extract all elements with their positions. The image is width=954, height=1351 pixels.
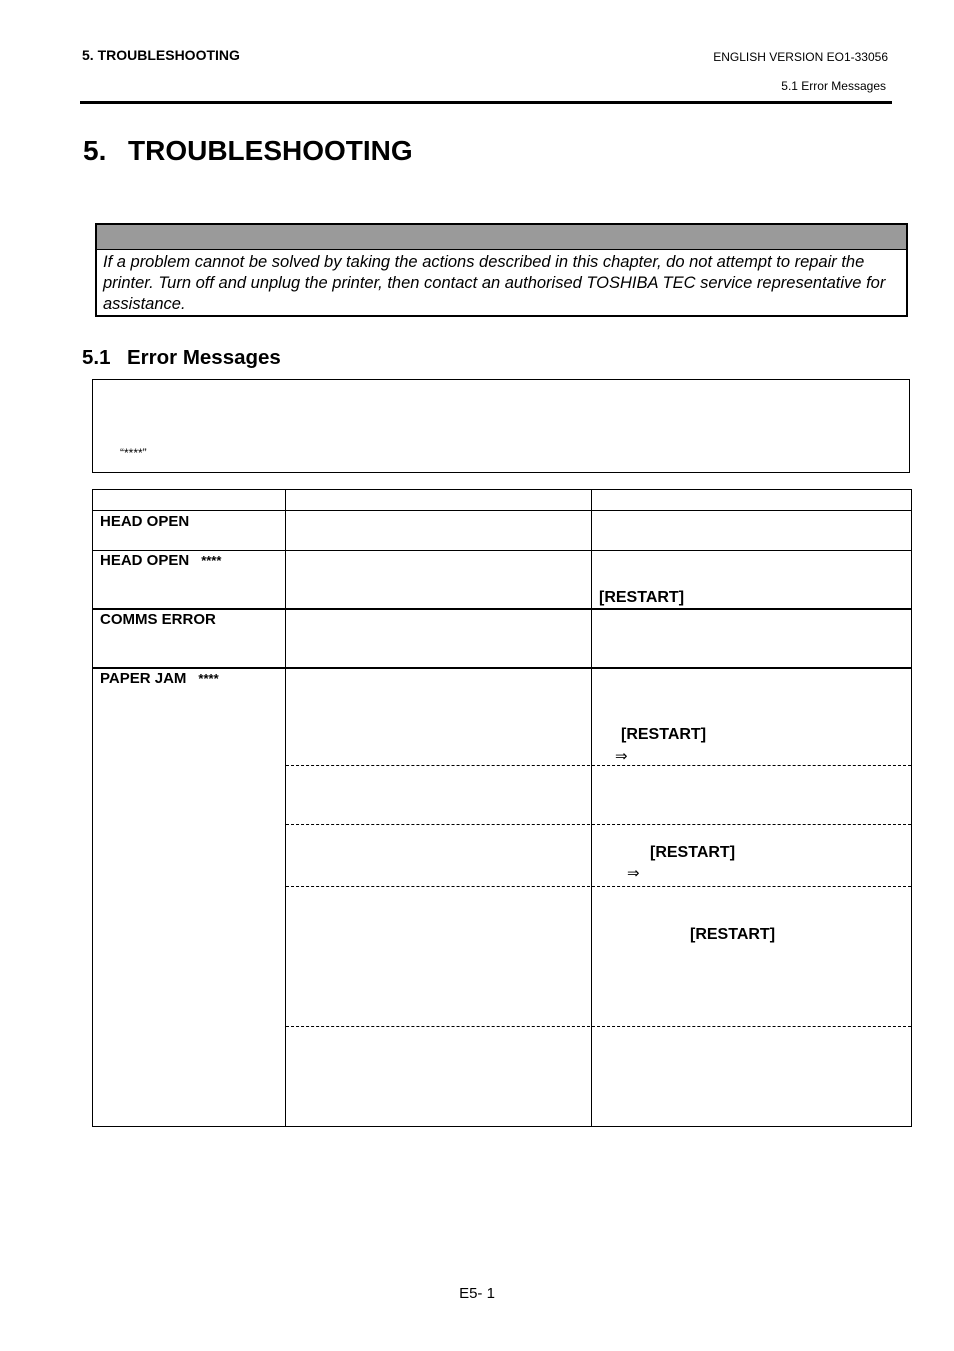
table-row [100, 670, 219, 687]
chapter-title [83, 135, 413, 167]
section-title-text: Error Messages [127, 346, 281, 369]
warning-header-bar [97, 225, 906, 250]
section-number: 5.1 [82, 346, 111, 369]
restart-key-label: [RESTART] [650, 844, 736, 861]
warning-box [95, 223, 908, 317]
table-row [100, 513, 189, 530]
restart-key-label: [RESTART] [599, 589, 685, 606]
chapter-number: 5. [83, 135, 107, 166]
error-message: PAPER JAM [100, 670, 187, 687]
note-box [92, 379, 910, 473]
page-number: E5- 1 [459, 1285, 495, 1302]
sub-row-divider [286, 1026, 911, 1027]
row-divider [93, 608, 911, 610]
column-divider [591, 490, 592, 1126]
table-row [100, 552, 221, 569]
note-asterisks: “****” [120, 446, 147, 460]
chapter-title-text: TROUBLESHOOTING [128, 135, 413, 166]
sub-row-divider [286, 765, 911, 766]
section-title [82, 346, 281, 370]
restart-key-label: [RESTART] [621, 726, 707, 743]
sub-row-divider [286, 824, 911, 825]
warning-text: If a problem cannot be solved by taking the actions described in this chapter, do not attempt to repair the printer. Turn off and unplug the printer, then contact an authorised TOSHIBA TEC service representative for assistance. [103, 253, 886, 313]
header-row-divider [93, 510, 911, 511]
row-divider [93, 550, 911, 551]
error-message: HEAD OPEN [100, 513, 190, 530]
table-row [100, 611, 216, 628]
restart-key-label: [RESTART] [690, 926, 776, 943]
error-code-asterisks: **** [201, 553, 222, 568]
header-chapter: 5. TROUBLESHOOTING [82, 47, 240, 63]
right-arrow-icon: ⇒ [627, 864, 640, 882]
right-arrow-icon: ⇒ [615, 747, 628, 765]
error-code-asterisks: **** [198, 671, 219, 686]
error-message: COMMS ERROR [100, 611, 216, 628]
header-section: 5.1 Error Messages [781, 79, 886, 93]
error-message: HEAD OPEN [100, 552, 190, 569]
sub-row-divider [286, 886, 911, 887]
row-divider [93, 667, 911, 669]
header-rule [80, 101, 892, 104]
header-version: ENGLISH VERSION EO1-33056 [713, 50, 888, 64]
column-divider [285, 490, 286, 1126]
error-table [92, 489, 912, 1127]
